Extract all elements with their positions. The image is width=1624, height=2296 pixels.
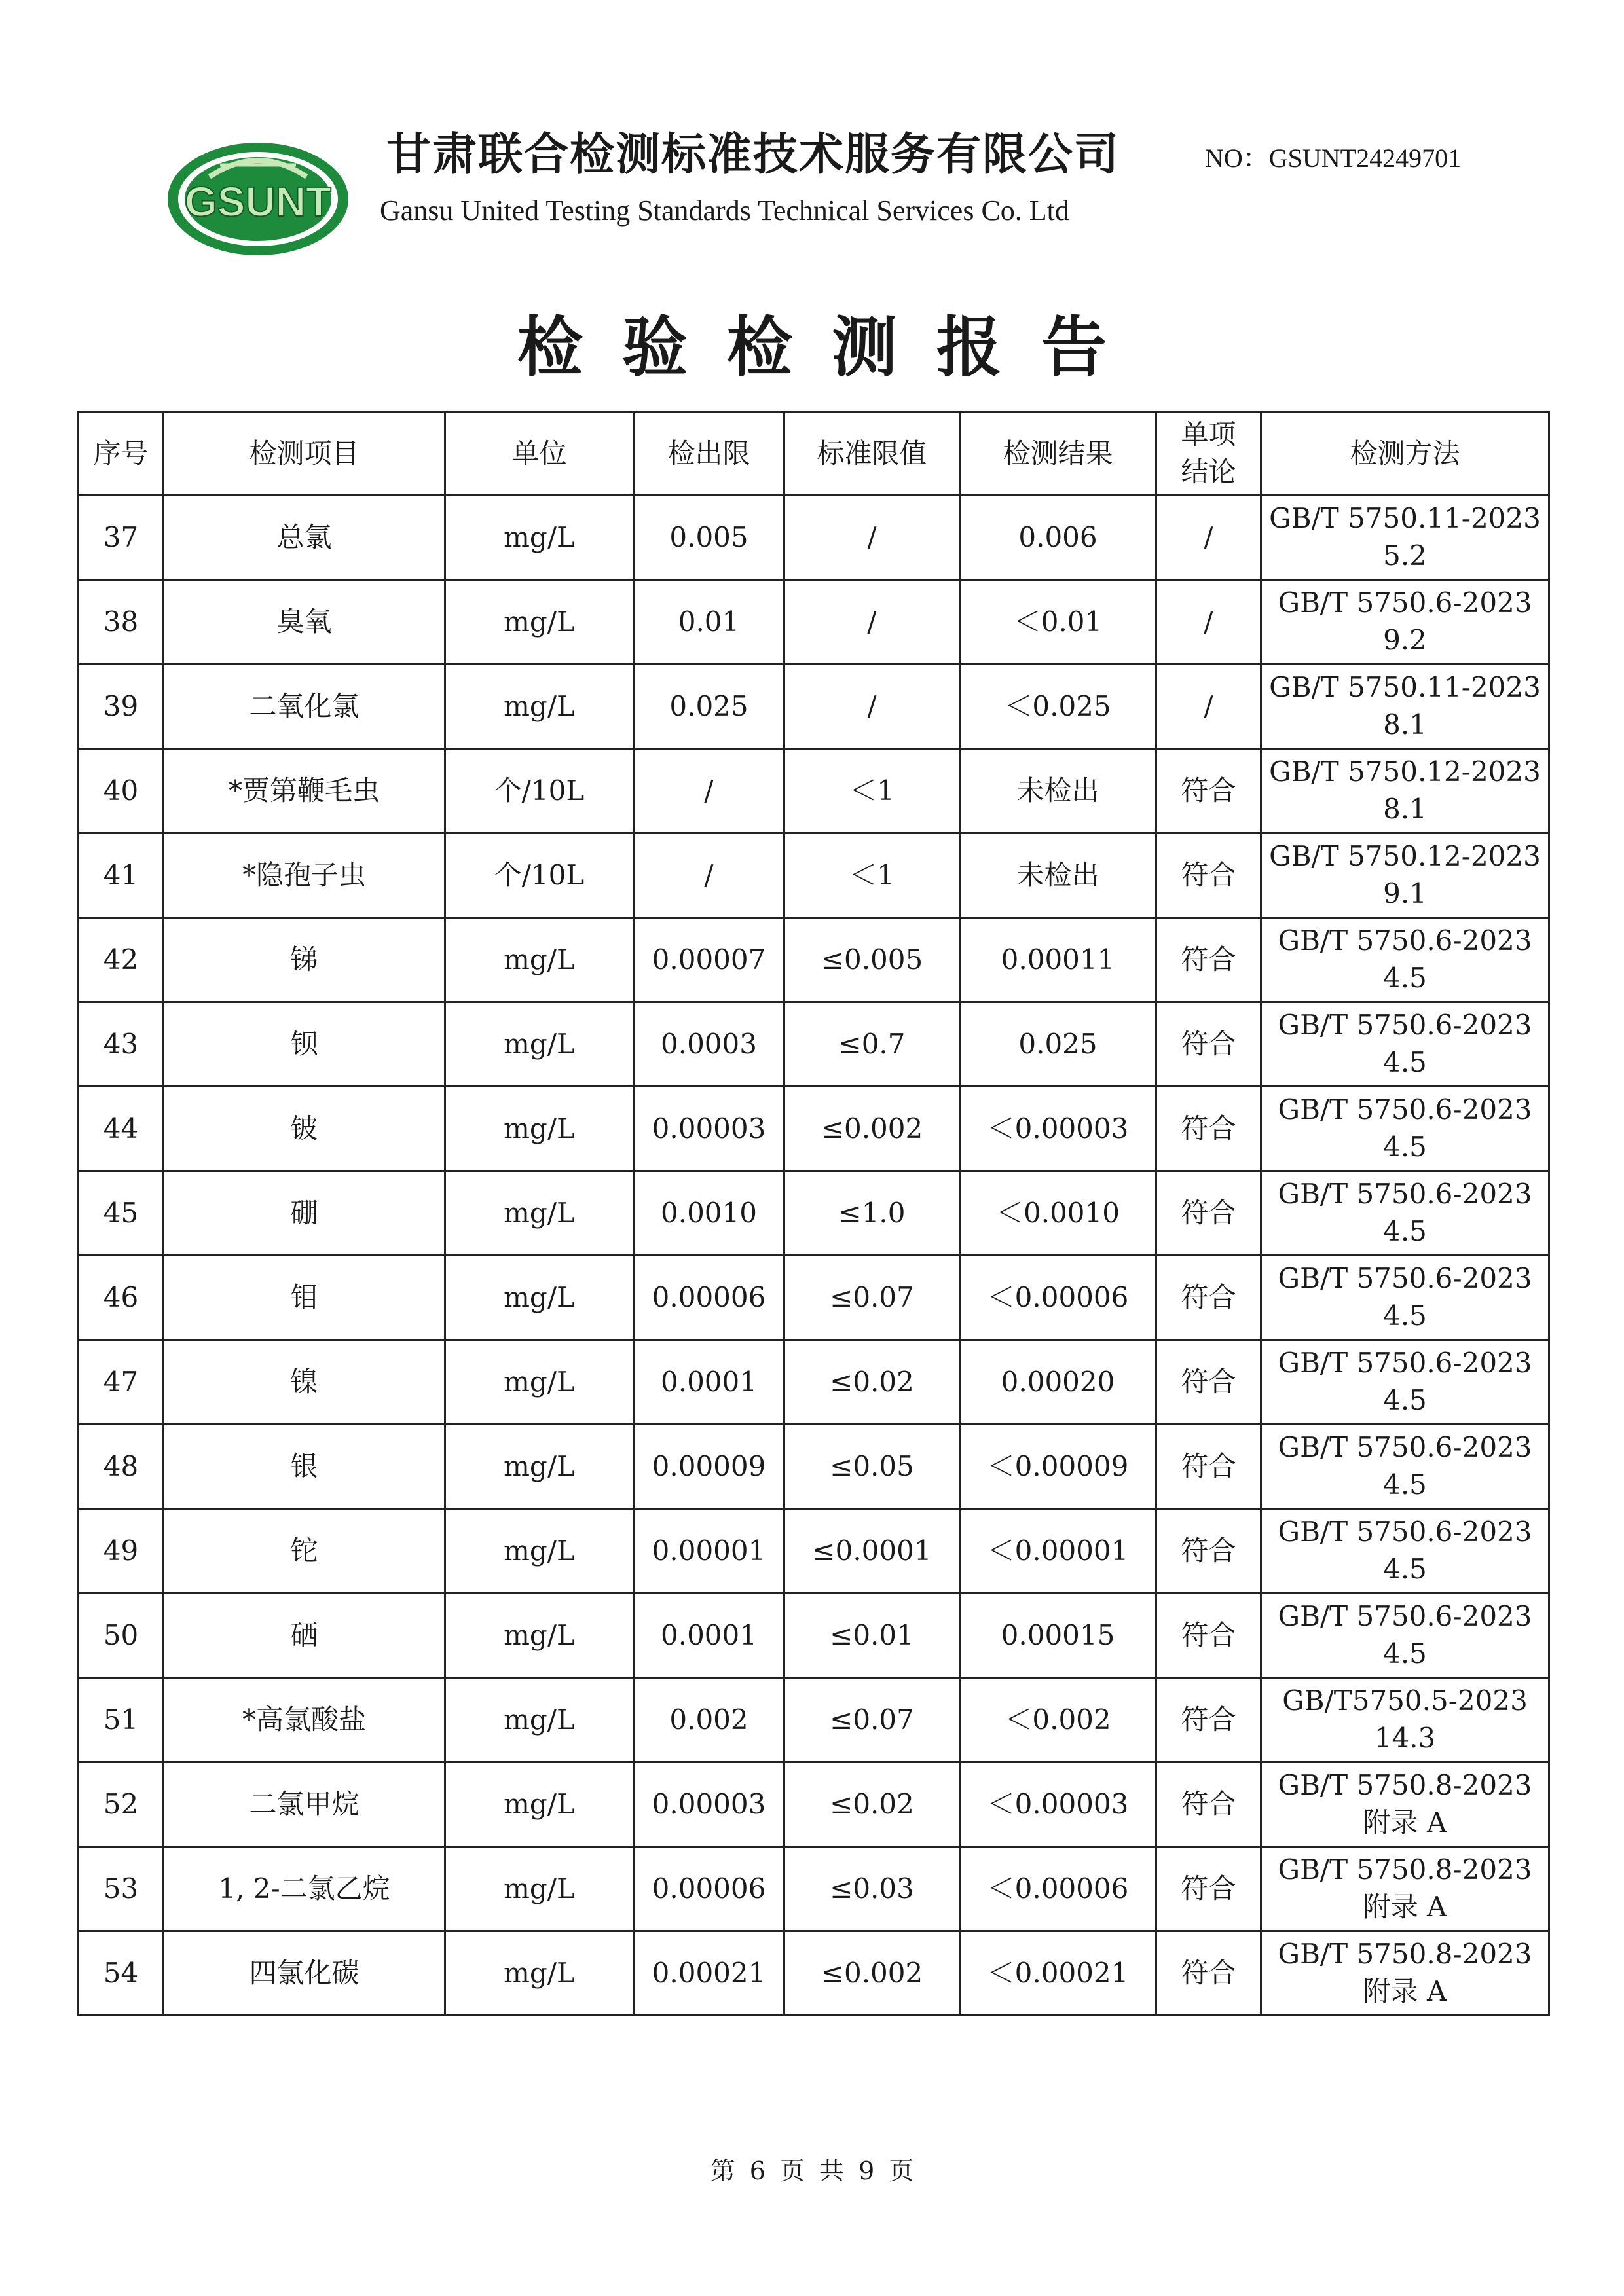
cell-no: 41 bbox=[79, 833, 164, 918]
cell-detection-limit: 0.00007 bbox=[634, 918, 784, 1002]
cell-no: 46 bbox=[79, 1256, 164, 1340]
cell-standard-limit: ≤0.07 bbox=[784, 1678, 960, 1762]
cell-standard-limit: ≤0.002 bbox=[784, 1931, 960, 2016]
cell-conclusion: 符合 bbox=[1156, 749, 1261, 833]
cell-result: 0.00015 bbox=[960, 1594, 1156, 1678]
method-clause: 8.1 bbox=[1383, 793, 1427, 825]
cell-detection-limit: 0.00001 bbox=[634, 1509, 784, 1594]
header-item: 检测项目 bbox=[164, 412, 445, 496]
method-standard: GB/T 5750.11-2023 bbox=[1269, 671, 1541, 704]
cell-unit: mg/L bbox=[445, 1171, 634, 1256]
method-clause: 4.5 bbox=[1383, 1553, 1427, 1585]
cell-no: 45 bbox=[79, 1171, 164, 1256]
table-row bbox=[79, 665, 1549, 749]
cell-result: ＜0.00006 bbox=[960, 1847, 1156, 1931]
cell-standard-limit: ≤0.03 bbox=[784, 1847, 960, 1931]
cell-item: 镍 bbox=[164, 1340, 445, 1425]
cell-unit: mg/L bbox=[445, 918, 634, 1002]
cell-no: 50 bbox=[79, 1594, 164, 1678]
cell-unit: mg/L bbox=[445, 580, 634, 665]
method-standard: GB/T 5750.12-2023 bbox=[1269, 756, 1541, 788]
cell-detection-limit: 0.00006 bbox=[634, 1847, 784, 1931]
cell-method bbox=[1261, 496, 1549, 580]
cell-standard-limit: ≤0.01 bbox=[784, 1594, 960, 1678]
method-standard: GB/T 5750.6-2023 bbox=[1278, 924, 1532, 957]
cell-method bbox=[1261, 1678, 1549, 1762]
cell-unit: mg/L bbox=[445, 1678, 634, 1762]
cell-detection-limit: 0.0001 bbox=[634, 1340, 784, 1425]
cell-unit: 个/10L bbox=[445, 833, 634, 918]
cell-no: 40 bbox=[79, 749, 164, 833]
method-clause: 5.2 bbox=[1383, 539, 1427, 572]
cell-result: ＜0.00021 bbox=[960, 1931, 1156, 2016]
report-number: NO：GSUNT24249701 bbox=[1205, 143, 1462, 173]
cell-method bbox=[1261, 1931, 1549, 2016]
cell-unit: mg/L bbox=[445, 1762, 634, 1847]
cell-result: ＜0.002 bbox=[960, 1678, 1156, 1762]
table-row bbox=[79, 918, 1549, 1002]
cell-result: ＜0.00006 bbox=[960, 1256, 1156, 1340]
cell-no: 42 bbox=[79, 918, 164, 1002]
cell-item: 硼 bbox=[164, 1171, 445, 1256]
cell-item: 锑 bbox=[164, 918, 445, 1002]
cell-result: 未检出 bbox=[960, 833, 1156, 918]
cell-conclusion: 符合 bbox=[1156, 1509, 1261, 1594]
cell-standard-limit: ≤0.7 bbox=[784, 1002, 960, 1087]
cell-detection-limit: 0.00006 bbox=[634, 1256, 784, 1340]
method-standard: GB/T 5750.8-2023 bbox=[1278, 1938, 1532, 1971]
report-title: 检验检测报告 bbox=[517, 308, 1146, 386]
cell-method bbox=[1261, 1509, 1549, 1594]
cell-conclusion: 符合 bbox=[1156, 1002, 1261, 1087]
method-standard: GB/T 5750.8-2023 bbox=[1278, 1769, 1532, 1802]
method-clause: 14.3 bbox=[1374, 1722, 1436, 1754]
company-name-en: Gansu United Testing Standards Technical Services Co. Ltd bbox=[380, 194, 1069, 227]
cell-item: 钡 bbox=[164, 1002, 445, 1087]
method-standard: GB/T 5750.6-2023 bbox=[1278, 1262, 1532, 1295]
cell-no: 49 bbox=[79, 1509, 164, 1594]
cell-conclusion: / bbox=[1156, 665, 1261, 749]
cell-detection-limit: 0.00003 bbox=[634, 1087, 784, 1171]
cell-unit: mg/L bbox=[445, 1256, 634, 1340]
cell-result: ＜0.01 bbox=[960, 580, 1156, 665]
table-row bbox=[79, 749, 1549, 833]
cell-result: ＜0.00003 bbox=[960, 1762, 1156, 1847]
cell-method bbox=[1261, 918, 1549, 1002]
cell-detection-limit: 0.00003 bbox=[634, 1762, 784, 1847]
table-row bbox=[79, 580, 1549, 665]
table-row bbox=[79, 1425, 1549, 1509]
cell-item: 二氧化氯 bbox=[164, 665, 445, 749]
cell-result: ＜0.00009 bbox=[960, 1425, 1156, 1509]
method-standard: GB/T5750.5-2023 bbox=[1282, 1685, 1528, 1717]
cell-no: 39 bbox=[79, 665, 164, 749]
cell-item: 铍 bbox=[164, 1087, 445, 1171]
cell-method bbox=[1261, 749, 1549, 833]
table-row bbox=[79, 1340, 1549, 1425]
method-standard: GB/T 5750.6-2023 bbox=[1278, 1347, 1532, 1379]
cell-unit: mg/L bbox=[445, 665, 634, 749]
cell-no: 44 bbox=[79, 1087, 164, 1171]
method-clause: 9.1 bbox=[1383, 877, 1427, 909]
table-row bbox=[79, 1087, 1549, 1171]
cell-standard-limit: ≤0.002 bbox=[784, 1087, 960, 1171]
table-row bbox=[79, 1256, 1549, 1340]
cell-conclusion: 符合 bbox=[1156, 1425, 1261, 1509]
cell-method bbox=[1261, 1425, 1549, 1509]
method-clause: 4.5 bbox=[1383, 1046, 1427, 1078]
cell-method bbox=[1261, 1171, 1549, 1256]
cell-result: ＜0.025 bbox=[960, 665, 1156, 749]
header-standard-limit: 标准限值 bbox=[784, 412, 960, 496]
cell-conclusion: 符合 bbox=[1156, 1847, 1261, 1931]
cell-detection-limit: / bbox=[634, 833, 784, 918]
cell-detection-limit: 0.025 bbox=[634, 665, 784, 749]
cell-standard-limit: ＜1 bbox=[784, 749, 960, 833]
cell-unit: mg/L bbox=[445, 1340, 634, 1425]
cell-method bbox=[1261, 1340, 1549, 1425]
table-row bbox=[79, 1847, 1549, 1931]
header-result: 检测结果 bbox=[960, 412, 1156, 496]
cell-no: 52 bbox=[79, 1762, 164, 1847]
table-row bbox=[79, 1509, 1549, 1594]
cell-conclusion: 符合 bbox=[1156, 1678, 1261, 1762]
cell-unit: 个/10L bbox=[445, 749, 634, 833]
method-clause: 4.5 bbox=[1383, 1300, 1427, 1332]
cell-no: 43 bbox=[79, 1002, 164, 1087]
cell-method bbox=[1261, 1256, 1549, 1340]
cell-item: *隐孢子虫 bbox=[164, 833, 445, 918]
cell-method bbox=[1261, 1002, 1549, 1087]
cell-item: 四氯化碳 bbox=[164, 1931, 445, 2016]
page-footer: 第 6 页 共 9 页 bbox=[710, 2157, 914, 2185]
cell-unit: mg/L bbox=[445, 1425, 634, 1509]
cell-no: 53 bbox=[79, 1847, 164, 1931]
header-detection-limit: 检出限 bbox=[634, 412, 784, 496]
cell-detection-limit: 0.01 bbox=[634, 580, 784, 665]
cell-unit: mg/L bbox=[445, 1087, 634, 1171]
cell-detection-limit: 0.005 bbox=[634, 496, 784, 580]
cell-detection-limit: / bbox=[634, 749, 784, 833]
results-table bbox=[77, 411, 1550, 2016]
table-row bbox=[79, 1931, 1549, 2016]
method-standard: GB/T 5750.6-2023 bbox=[1278, 1093, 1532, 1126]
cell-item: 铊 bbox=[164, 1509, 445, 1594]
table-row bbox=[79, 1171, 1549, 1256]
cell-result: ＜0.00001 bbox=[960, 1509, 1156, 1594]
cell-standard-limit: ≤0.07 bbox=[784, 1256, 960, 1340]
cell-conclusion: 符合 bbox=[1156, 1256, 1261, 1340]
cell-unit: mg/L bbox=[445, 1847, 634, 1931]
cell-conclusion: 符合 bbox=[1156, 1087, 1261, 1171]
cell-standard-limit: ≤0.02 bbox=[784, 1340, 960, 1425]
cell-unit: mg/L bbox=[445, 1002, 634, 1087]
method-clause: 4.5 bbox=[1383, 962, 1427, 994]
cell-method bbox=[1261, 665, 1549, 749]
cell-unit: mg/L bbox=[445, 1594, 634, 1678]
header-unit: 单位 bbox=[445, 412, 634, 496]
table-header-row bbox=[79, 412, 1549, 496]
method-standard: GB/T 5750.6-2023 bbox=[1278, 1009, 1532, 1042]
method-clause: 4.5 bbox=[1383, 1468, 1427, 1501]
cell-standard-limit: ≤0.05 bbox=[784, 1425, 960, 1509]
cell-conclusion: 符合 bbox=[1156, 1171, 1261, 1256]
method-standard: GB/T 5750.6-2023 bbox=[1278, 1600, 1532, 1633]
cell-standard-limit: ≤0.02 bbox=[784, 1762, 960, 1847]
cell-conclusion: / bbox=[1156, 580, 1261, 665]
cell-conclusion: 符合 bbox=[1156, 833, 1261, 918]
cell-no: 51 bbox=[79, 1678, 164, 1762]
cell-item: 硒 bbox=[164, 1594, 445, 1678]
method-standard: GB/T 5750.8-2023 bbox=[1278, 1853, 1532, 1886]
table-row bbox=[79, 1002, 1549, 1087]
cell-item: *高氯酸盐 bbox=[164, 1678, 445, 1762]
table-body bbox=[79, 496, 1549, 2016]
logo-text: GSUNT bbox=[185, 178, 331, 225]
method-clause: 8.1 bbox=[1383, 708, 1427, 740]
cell-no: 47 bbox=[79, 1340, 164, 1425]
cell-no: 54 bbox=[79, 1931, 164, 2016]
method-clause: 附录 A bbox=[1363, 1891, 1447, 1923]
header-method: 检测方法 bbox=[1261, 412, 1549, 496]
cell-result: ＜0.00003 bbox=[960, 1087, 1156, 1171]
cell-conclusion: 符合 bbox=[1156, 1762, 1261, 1847]
cell-method bbox=[1261, 1594, 1549, 1678]
method-clause: 4.5 bbox=[1383, 1215, 1427, 1247]
gsunt-logo bbox=[164, 139, 352, 259]
method-standard: GB/T 5750.6-2023 bbox=[1278, 1178, 1532, 1211]
cell-standard-limit: / bbox=[784, 496, 960, 580]
method-standard: GB/T 5750.11-2023 bbox=[1269, 502, 1541, 535]
cell-standard-limit: ≤0.0001 bbox=[784, 1509, 960, 1594]
cell-no: 38 bbox=[79, 580, 164, 665]
cell-method bbox=[1261, 580, 1549, 665]
table-row bbox=[79, 1594, 1549, 1678]
cell-standard-limit: ≤1.0 bbox=[784, 1171, 960, 1256]
cell-detection-limit: 0.0003 bbox=[634, 1002, 784, 1087]
cell-item: 总氯 bbox=[164, 496, 445, 580]
cell-conclusion: 符合 bbox=[1156, 1931, 1261, 2016]
cell-no: 37 bbox=[79, 496, 164, 580]
table-row bbox=[79, 496, 1549, 580]
method-standard: GB/T 5750.6-2023 bbox=[1278, 1516, 1532, 1548]
table-row bbox=[79, 833, 1549, 918]
cell-method bbox=[1261, 1087, 1549, 1171]
header-conclusion: 单项结论 bbox=[1156, 412, 1261, 496]
cell-standard-limit: ＜1 bbox=[784, 833, 960, 918]
cell-detection-limit: 0.0010 bbox=[634, 1171, 784, 1256]
cell-result: 0.00020 bbox=[960, 1340, 1156, 1425]
cell-conclusion: / bbox=[1156, 496, 1261, 580]
cell-item: 钼 bbox=[164, 1256, 445, 1340]
cell-detection-limit: 0.00021 bbox=[634, 1931, 784, 2016]
cell-item: 1, 2-二氯乙烷 bbox=[164, 1847, 445, 1931]
cell-conclusion: 符合 bbox=[1156, 1594, 1261, 1678]
cell-unit: mg/L bbox=[445, 496, 634, 580]
method-clause: 附录 A bbox=[1363, 1975, 1447, 2007]
method-clause: 4.5 bbox=[1383, 1384, 1427, 1416]
cell-unit: mg/L bbox=[445, 1509, 634, 1594]
cell-standard-limit: ≤0.005 bbox=[784, 918, 960, 1002]
cell-result: 未检出 bbox=[960, 749, 1156, 833]
cell-item: 二氯甲烷 bbox=[164, 1762, 445, 1847]
cell-conclusion: 符合 bbox=[1156, 1340, 1261, 1425]
cell-detection-limit: 0.00009 bbox=[634, 1425, 784, 1509]
cell-no: 48 bbox=[79, 1425, 164, 1509]
cell-method bbox=[1261, 1847, 1549, 1931]
cell-unit: mg/L bbox=[445, 1931, 634, 2016]
method-standard: GB/T 5750.6-2023 bbox=[1278, 1431, 1532, 1464]
cell-method bbox=[1261, 833, 1549, 918]
method-clause: 9.2 bbox=[1383, 624, 1427, 656]
table-row bbox=[79, 1678, 1549, 1762]
method-standard: GB/T 5750.6-2023 bbox=[1278, 587, 1532, 619]
table-row bbox=[79, 1762, 1549, 1847]
cell-result: 0.025 bbox=[960, 1002, 1156, 1087]
method-clause: 附录 A bbox=[1363, 1806, 1447, 1838]
cell-detection-limit: 0.002 bbox=[634, 1678, 784, 1762]
cell-item: 臭氧 bbox=[164, 580, 445, 665]
cell-item: 银 bbox=[164, 1425, 445, 1509]
method-standard: GB/T 5750.12-2023 bbox=[1269, 840, 1541, 873]
cell-standard-limit: / bbox=[784, 665, 960, 749]
cell-conclusion: 符合 bbox=[1156, 918, 1261, 1002]
cell-result: ＜0.0010 bbox=[960, 1171, 1156, 1256]
cell-result: 0.00011 bbox=[960, 918, 1156, 1002]
header-no: 序号 bbox=[79, 412, 164, 496]
method-clause: 4.5 bbox=[1383, 1637, 1427, 1669]
cell-method bbox=[1261, 1762, 1549, 1847]
method-clause: 4.5 bbox=[1383, 1131, 1427, 1163]
cell-standard-limit: / bbox=[784, 580, 960, 665]
company-name-cn: 甘肃联合检测标准技术服务有限公司 bbox=[386, 128, 1120, 181]
cell-item: *贾第鞭毛虫 bbox=[164, 749, 445, 833]
cell-detection-limit: 0.0001 bbox=[634, 1594, 784, 1678]
cell-result: 0.006 bbox=[960, 496, 1156, 580]
